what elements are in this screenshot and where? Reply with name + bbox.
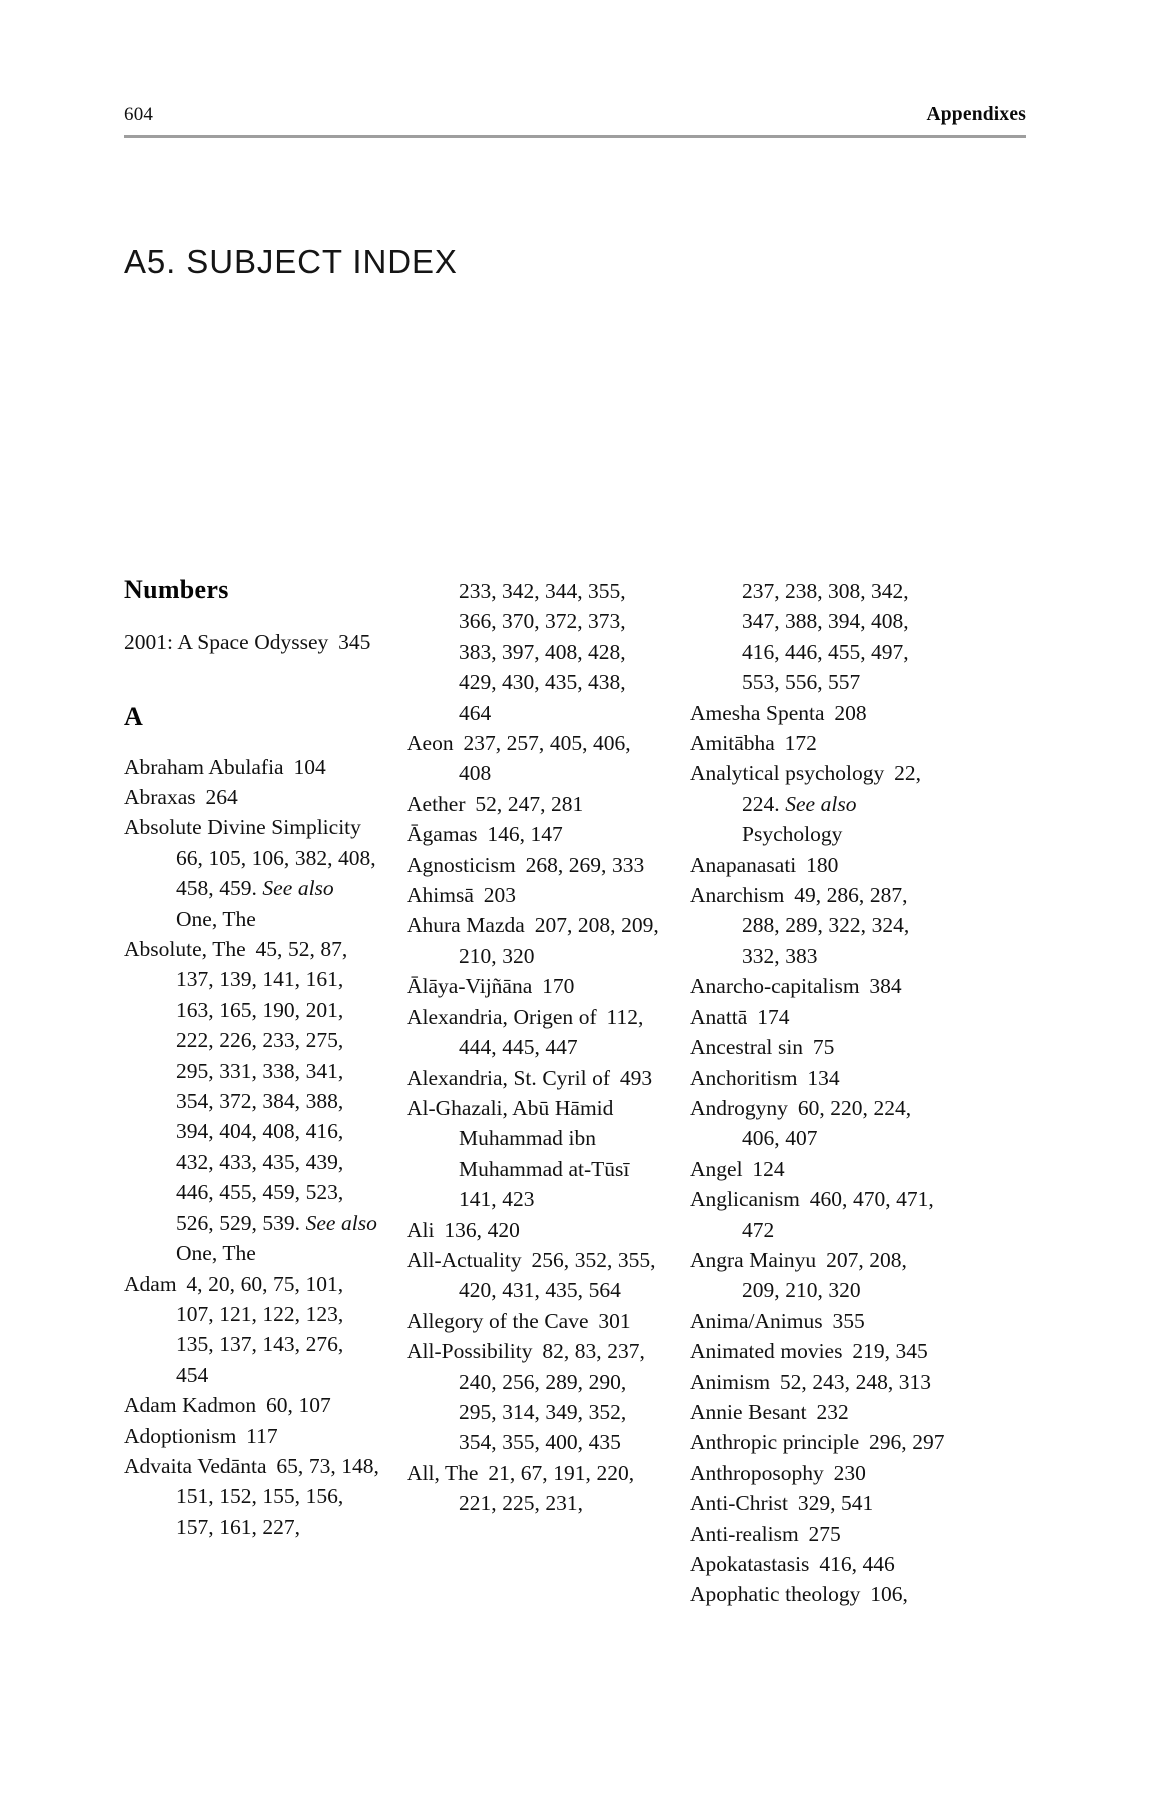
index-entry (690, 758, 945, 849)
index-entry-term: Anattā (690, 1004, 748, 1029)
header-rule (124, 135, 1026, 138)
index-entry (690, 1184, 945, 1245)
index-entry (124, 1451, 379, 1542)
index-entry-locators: 60, 220, 224, 406, 407 (742, 1095, 912, 1151)
index-entry-term: Absolute Divine Simplicity (124, 815, 361, 840)
index-entry-locators: 384 (859, 974, 902, 999)
index-entry (690, 971, 945, 1001)
running-head-title: Appendixes (926, 104, 1026, 125)
index-entry-term: Allegory of the Cave (407, 1308, 589, 1333)
index-entry-term: All-Possibility (407, 1339, 533, 1364)
index-entry-locators: 75 (803, 1035, 835, 1060)
index-entry-term: Animism (690, 1369, 771, 1394)
index-letter-heading: Numbers (124, 575, 229, 604)
index-entry-term: Ālāya-Vijñāna (407, 974, 533, 999)
index-entry-term: Anapanasati (690, 852, 797, 877)
index-entry-term: Annie Besant (690, 1399, 807, 1424)
page-title: A5. SUBJECT INDEX (124, 243, 458, 280)
index-entry-locators: 106, (860, 1582, 908, 1607)
index-entry-term: Angra Mainyu (690, 1247, 817, 1272)
index-entry-locators: 112, 444, 445, 447 (459, 1004, 644, 1060)
index-entry-term: Androgyny (690, 1095, 788, 1120)
index-entry-locators: 146, 147 (477, 822, 563, 847)
index-entry-locators: 264 (195, 785, 238, 809)
index-entry-locators: 136, 420 (434, 1217, 520, 1242)
index-entry-locators: 170 (532, 974, 575, 999)
index-entry-locators: 493 (610, 1065, 653, 1090)
index-entry-locators: 219, 345 (842, 1339, 928, 1364)
index-entry (407, 910, 662, 971)
index-entry-locators: 124 (742, 1156, 785, 1181)
index-entry-term: Aether (407, 791, 466, 816)
index-entry-term: All-Actuality (407, 1247, 522, 1272)
index-entry-continuation: 233, 342, 344, 355, 366, 370, 372, 373, 383, 397, 408, 428, 429, 430, 435, 438, 464 (459, 579, 626, 725)
index-entry (407, 1458, 662, 1519)
index-entry-term: Advaita Vedānta (124, 1453, 267, 1478)
index-entry-locators: 82, 83, 237, 240, 256, 289, 290, 295, 314, 349, 352, 354, 355, 400, 435 (459, 1339, 645, 1455)
running-head (124, 104, 1026, 134)
index-entry-locators: 460, 470, 471, 472 (742, 1187, 934, 1242)
index-entry-term: Ahura Mazda (407, 913, 525, 938)
index-entry-term: Anchoritism (690, 1065, 798, 1090)
index-entry (690, 1549, 945, 1579)
index-entry (407, 1245, 662, 1306)
index-entry-locators: 207, 208, 209, 210, 320 (459, 913, 659, 968)
index-entry-term: Animated movies (690, 1339, 843, 1364)
index-entry (690, 1154, 945, 1184)
index-entry-term: Agnosticism (407, 852, 516, 877)
index-entry-term: Anti-realism (690, 1521, 799, 1546)
page-number: 604 (124, 104, 154, 125)
index-entry (690, 850, 945, 880)
index-entry-locators: 256, 352, 355, 420, 431, 435, 564 (459, 1247, 656, 1303)
index-entry-term: Anima/Animus (690, 1308, 823, 1333)
index-entry-term: Ancestral sin (690, 1035, 804, 1060)
index-entry (407, 728, 662, 789)
index-entry-locators: 141, 423 (459, 1156, 634, 1212)
index-entry (690, 1093, 945, 1154)
index-entry-locators: 296, 297 (859, 1430, 945, 1455)
index-entry-term: Alexandria, Origen of (407, 1004, 597, 1029)
index-entry-term: Anarcho-capitalism (690, 974, 860, 999)
index-entry-locators: 52, 243, 248, 313 (770, 1369, 932, 1394)
index-entry (124, 1421, 379, 1451)
index-entry-term: Ahimsā (407, 883, 474, 908)
index-entry-locators: 301 (588, 1308, 631, 1333)
index-entry-term: Amitābha (690, 731, 775, 756)
index-entry-term: Aeon (407, 731, 454, 756)
index-entry (690, 698, 945, 728)
index-entry (690, 1519, 945, 1549)
index-entry-term: Āgamas (407, 822, 478, 847)
index-entry (124, 1390, 379, 1420)
index-entry-locators: 117 (236, 1423, 278, 1448)
index-entry-term: Angel (690, 1156, 743, 1181)
index-entry (407, 971, 662, 1001)
see-also-target: One, The (176, 1241, 256, 1266)
index-entry (690, 1032, 945, 1062)
index-entry-term: Absolute, The (124, 937, 246, 962)
index-entry-term: Amesha Spenta (690, 700, 825, 725)
index-entry (407, 1306, 662, 1336)
index-entry (407, 1002, 662, 1063)
index-entry (690, 1397, 945, 1427)
index-entry (124, 812, 379, 934)
index-entry-term: Adam (124, 1271, 177, 1296)
index-entry-term: Anthropic principle (690, 1430, 860, 1455)
index-entry-locators: 4, 20, 60, 75, 101, 107, 121, 122, 123, 135, 137, 143, 276, 454 (176, 1271, 344, 1387)
index-entry (690, 1063, 945, 1093)
index-entry-term: Anglicanism (690, 1187, 800, 1212)
index-columns (124, 576, 1026, 1610)
index-entry-locators: 174 (747, 1004, 790, 1029)
index-entry-locators: 355 (822, 1308, 865, 1333)
index-entry-term: Anti-Christ (690, 1491, 788, 1516)
index-entry (124, 782, 379, 812)
index-entry-term: Anarchism (690, 883, 785, 908)
index-entry-locators: 104 (283, 754, 326, 779)
index-entry-locators: 230 (823, 1460, 866, 1485)
index-entry (407, 1093, 662, 1215)
see-also-label: See also (300, 1210, 377, 1235)
index-entry (690, 1427, 945, 1457)
index-entry-locators: 45, 52, 87, 137, 139, 141, 161, 163, 165, 190, 201, 222, 226, 233, 275, 295, 331, 338, 341, 354, 372, 384, 388, 394, 404, 408, 416, 432, 433, 435, 439, 446, 455, 459, 523, 526, 529, 539. (176, 937, 348, 1235)
index-entry (690, 1245, 945, 1306)
index-entry (690, 1367, 945, 1397)
index-entry (407, 1063, 662, 1093)
see-also-label: See also (779, 791, 857, 816)
index-entry-locators: 65, 73, 148, 151, 152, 155, 156, 157, 161, 227, (176, 1453, 379, 1539)
index-entry-locators: 22, 224. (742, 761, 922, 816)
index-entry-locators: 49, 286, 287, 288, 289, 322, 324, 332, 383 (742, 883, 910, 968)
index-entry-locators: 268, 269, 333 (515, 852, 645, 877)
index-entry-locators: 21, 67, 191, 220, 221, 225, 231, (459, 1460, 635, 1516)
index-entry-term: Analytical psychology (690, 761, 885, 786)
index-entry (690, 1458, 945, 1488)
index-entry-locators: 203 (473, 883, 517, 908)
index-entry (690, 1336, 945, 1366)
index-entry-locators: 60, 107 (256, 1393, 331, 1418)
see-also-target: Psychology (742, 822, 843, 847)
index-column-1 (124, 576, 379, 1542)
index-entry (407, 850, 662, 880)
index-entry (407, 819, 662, 849)
index-entry-term: Apokatastasis (690, 1552, 810, 1576)
index-entry-locators: 416, 446 (809, 1552, 895, 1576)
index-entry-locators: 207, 208, 209, 210, 320 (742, 1247, 907, 1303)
index-entry-term: Ali (407, 1217, 435, 1242)
see-also-target: One, The (176, 906, 256, 931)
index-entry-locators: 66, 105, 106, 382, 408, 458, 459. (176, 815, 376, 901)
index-entry (407, 880, 662, 910)
index-entry-locators: 329, 541 (787, 1491, 874, 1516)
index-entry (407, 1215, 662, 1245)
index-entry-term: Alexandria, St. Cyril of (407, 1065, 611, 1090)
index-entry (124, 1269, 379, 1391)
index-entry-locators: 345 (328, 629, 371, 654)
index-entry-locators: 237, 257, 405, 406, 408 (453, 731, 631, 786)
index-entry (690, 880, 945, 971)
index-entry-term: Al-Ghazali, Abū Hāmid Muhammad ibn Muhammad at-Tūsī (407, 1095, 630, 1181)
index-entry-term: 2001: A Space Odyssey (124, 629, 329, 654)
heading-spacer (124, 657, 379, 703)
index-entry (690, 728, 945, 758)
index-entry-term: Abraham Abulafia (124, 754, 284, 779)
index-entry-locators: 275 (798, 1521, 841, 1546)
index-entry-term: Apophatic theology (690, 1582, 861, 1607)
index-entry-term: Adam Kadmon (124, 1393, 257, 1418)
index-entry (124, 752, 379, 782)
index-entry (407, 789, 662, 819)
index-entry-continuation: 237, 238, 308, 342, 347, 388, 394, 408, 416, 446, 455, 497, 553, 556, 557 (742, 579, 909, 695)
index-entry (124, 934, 379, 1268)
index-entry-term: All, The (407, 1460, 479, 1485)
index-entry (690, 1579, 945, 1609)
see-also-label: See also (256, 876, 334, 901)
index-entry (407, 1336, 662, 1458)
index-entry-locators: 180 (796, 852, 839, 877)
index-entry-term: Abraxas (124, 785, 196, 809)
index-entry-locators: 52, 247, 281 (465, 791, 584, 816)
index-entry (690, 1488, 945, 1518)
index-entry-locators: 232 (806, 1399, 849, 1424)
index-entry (690, 1002, 945, 1032)
index-entry (124, 627, 379, 657)
index-entry-locators: 134 (797, 1065, 840, 1090)
index-entry-term: Adoptionism (124, 1423, 237, 1448)
index-entry-locators: 208 (824, 700, 867, 725)
index-entry (690, 1306, 945, 1336)
index-column-3 (690, 576, 945, 1610)
index-letter-heading: A (124, 702, 144, 731)
index-entry-locators: 172 (774, 731, 817, 756)
index-column-2 (407, 576, 662, 1519)
index-entry-term: Anthroposophy (690, 1460, 824, 1485)
